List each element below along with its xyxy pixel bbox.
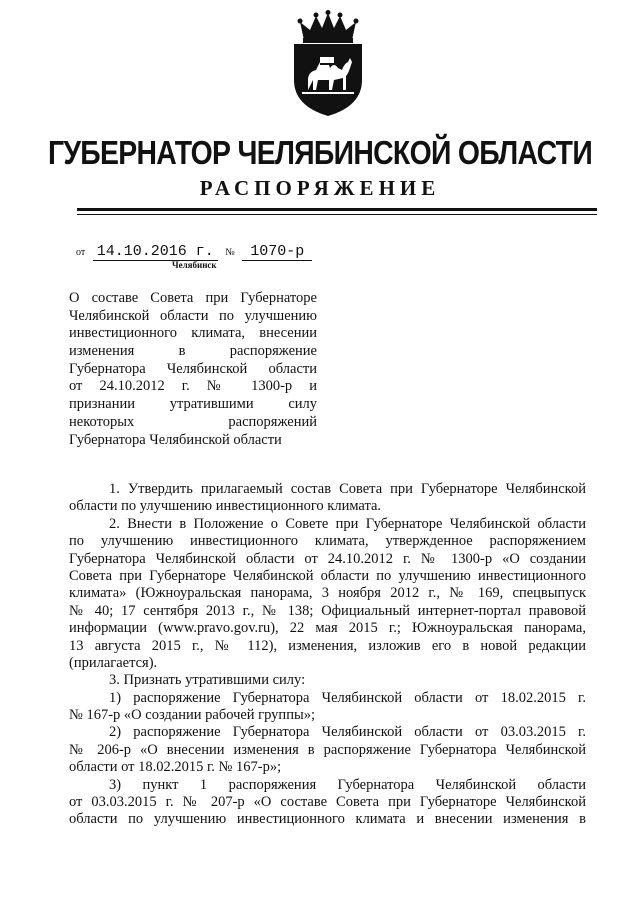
subject-line: инвестиционного климата, внесении: [69, 325, 317, 342]
body-line: 1. Утвердить прилагаемый состав Совета при Губернаторе Челябинской: [109, 481, 586, 497]
body-line: информации (www.pravo.gov.ru), 22 мая 2015 г.; Южноуральская панорама,: [69, 620, 586, 637]
document-subject: [69, 290, 317, 449]
body-line: № 206-р «О внесении изменения в распоряжение Губернатора Челябинской: [69, 741, 586, 758]
body-line: Губернатора Челябинской области от 24.10.2012 г. № 1300-р «О создании: [69, 550, 586, 567]
body-line: 1) распоряжение Губернатора Челябинской области от 18.02.2015 г.: [109, 689, 586, 706]
city-label: Челябинск: [172, 260, 217, 270]
subject-line: Губернатора Челябинской области: [69, 360, 317, 377]
body-line: климата» (Южноуральская панорама, 3 ноября 2012 г., № 169, спецвыпуск: [69, 585, 586, 602]
number-field: [242, 243, 312, 261]
body-line: 13 августа 2015 г., № 112), изменения, изложив его в новой редакции: [69, 637, 586, 654]
body-line: 2) распоряжение Губернатора Челябинской области от 03.03.2015 г.: [109, 724, 586, 741]
page-title: ГУБЕРНАТОР ЧЕЛЯБИНСКОЙ ОБЛАСТИ: [47, 134, 593, 171]
subject-line: О составе Совета при Губернаторе: [69, 290, 317, 306]
body-line: от 03.03.2015 г. № 207-р «О составе Совета при Губернаторе Челябинской: [69, 794, 586, 811]
subject-line: некоторых распоряжений: [69, 413, 317, 430]
number-label: №: [225, 247, 235, 258]
date-label: от: [76, 247, 86, 258]
body-line: по улучшению инвестиционного климата, утвержденное распоряжением: [69, 533, 586, 550]
body-line: Совета при Губернаторе Челябинской области по улучшению инвестиционного: [69, 567, 586, 584]
coat-of-arms-emblem: [286, 10, 370, 118]
body-line: 3) пункт 1 распоряжения Губернатора Челябинской области: [109, 776, 586, 793]
document-body: [69, 481, 586, 829]
subject-line: от 24.10.2012 г. № 1300-р и: [69, 378, 317, 395]
document-meta: [76, 243, 312, 261]
subject-line: Челябинской области по улучшению: [69, 307, 317, 324]
body-line: 2. Внести в Положение о Совете при Губернаторе Челябинской области: [109, 515, 586, 532]
subject-line: Губернатора Челябинской области: [69, 431, 282, 448]
body-line: 3. Признать утратившими силу:: [109, 672, 306, 689]
header-divider-thin: [77, 214, 597, 215]
body-line: (прилагается).: [69, 654, 158, 671]
body-line: области по улучшению инвестиционного климата и внесении изменения в: [69, 811, 586, 828]
date-value: 14.10.2016 г.: [96, 243, 214, 260]
subject-line: изменения в распоряжение: [69, 343, 317, 360]
date-field: [93, 243, 218, 261]
document-type: РАСПОРЯЖЕНИЕ: [199, 176, 441, 200]
body-line: области от 18.02.2015 г. № 167-р»;: [69, 759, 282, 776]
header-divider-thick: [77, 208, 597, 211]
body-line: области по улучшению инвестиционного климата.: [69, 498, 382, 515]
body-line: № 40; 17 сентября 2013 г., № 138; Официальный интернет-портал правовой: [69, 602, 586, 619]
subject-line: признании утратившими силу: [69, 396, 317, 413]
body-line: № 167-р «О создании рабочей группы»;: [69, 707, 315, 724]
number-value: 1070-р: [250, 243, 305, 260]
